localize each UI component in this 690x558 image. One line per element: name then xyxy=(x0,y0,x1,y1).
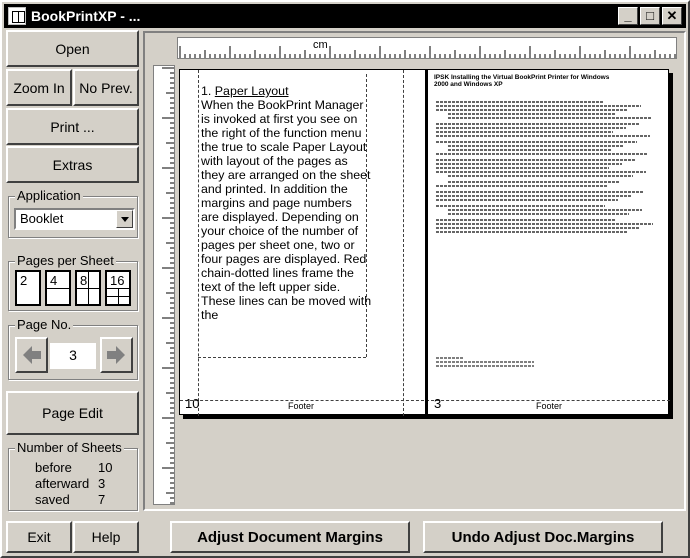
previous-page-button[interactable] xyxy=(15,337,48,373)
open-button[interactable]: Open xyxy=(6,30,139,67)
sheets-before-value: 10 xyxy=(98,460,113,475)
arrow-left-icon xyxy=(17,339,46,371)
exit-button[interactable]: Exit xyxy=(6,521,72,553)
adjust-document-margins-button[interactable]: Adjust Document Margins xyxy=(170,521,410,553)
ruler-unit-label: cm xyxy=(313,39,328,51)
page-no-label: Page No. xyxy=(17,317,72,332)
pages-per-sheet-option: 2 xyxy=(20,273,28,288)
page-number-input[interactable]: 3 xyxy=(50,343,96,369)
pages-per-sheet-option: 4 xyxy=(50,273,58,288)
left-page-footer: Footer xyxy=(288,401,315,411)
print-preview-area[interactable] xyxy=(143,31,686,511)
extras-button[interactable]: Extras xyxy=(6,146,139,183)
right-page-thumbnail xyxy=(434,74,666,374)
app-book-icon xyxy=(8,7,26,25)
minimize-button[interactable]: _ xyxy=(618,7,638,25)
left-page-heading: Paper Layout xyxy=(214,84,289,98)
chevron-down-icon[interactable] xyxy=(116,210,133,228)
left-margin-line[interactable] xyxy=(198,70,199,416)
next-page-button[interactable] xyxy=(100,337,133,373)
sheets-saved-value: 7 xyxy=(98,492,106,507)
vertical-ruler[interactable] xyxy=(153,65,175,505)
left-page-number: 10 xyxy=(185,396,200,411)
sheets-saved-label: saved xyxy=(35,492,70,507)
pages-per-sheet-4-button[interactable] xyxy=(45,270,71,306)
fold-line xyxy=(425,70,428,416)
arrow-right-icon xyxy=(102,339,131,371)
pages-per-sheet-option: 8 xyxy=(80,273,88,288)
zoom-in-button[interactable]: Zoom In xyxy=(6,69,72,106)
pages-per-sheet-option: 16 xyxy=(110,273,125,288)
print-button[interactable]: Print ... xyxy=(6,108,139,145)
right-page-footer: Footer xyxy=(536,401,563,411)
application-label: Application xyxy=(17,188,81,203)
left-page-heading-number: 1. xyxy=(201,84,212,98)
number-of-sheets-label: Number of Sheets xyxy=(17,440,122,455)
left-page-body: When the BookPrint Manager is invoked at first you see on the right of the function menu the true to scale Paper Layout with layout of the pages as they are arranged on the sheet and printed. In addition the margins and page numbers are displayed. Depending on your choice of the number of pages per sheet one, two or four pages are displayed. Red chain-dotted lines frame the text of the left upper side. These lines can be moved with the xyxy=(201,98,372,322)
title-bar[interactable] xyxy=(4,4,686,28)
pages-per-sheet-2-button[interactable] xyxy=(15,270,41,306)
left-page-text xyxy=(201,84,373,354)
text-frame-bottom-line[interactable] xyxy=(198,357,366,358)
window-title: BookPrintXP - ... xyxy=(31,8,141,24)
horizontal-ruler-ticks xyxy=(178,38,677,59)
sheets-afterward-label: afterward xyxy=(35,476,90,491)
application-select[interactable] xyxy=(14,208,135,230)
no-preview-button[interactable]: No Prev. xyxy=(73,69,139,106)
page-edit-button[interactable]: Page Edit xyxy=(6,391,139,435)
right-page-text-lines xyxy=(434,96,666,374)
paper-sheet[interactable] xyxy=(179,69,669,415)
maximize-button[interactable]: □ xyxy=(640,7,660,25)
right-page-title: IPSK Installing the Virtual BookPrint Printer for Windows 2000 and Windows XP xyxy=(434,74,610,88)
horizontal-ruler[interactable] xyxy=(177,37,677,59)
pages-per-sheet-16-button[interactable] xyxy=(105,270,131,306)
vertical-ruler-ticks xyxy=(154,66,175,505)
help-button[interactable]: Help xyxy=(73,521,139,553)
application-value: Booklet xyxy=(20,211,64,226)
right-page-number: 3 xyxy=(434,396,442,411)
right-margin-line[interactable] xyxy=(403,70,404,416)
sheets-afterward-value: 3 xyxy=(98,476,106,491)
sheets-before-label: before xyxy=(35,460,72,475)
pages-per-sheet-label: Pages per Sheet xyxy=(17,253,114,268)
pages-per-sheet-8-button[interactable] xyxy=(75,270,101,306)
close-button[interactable]: ✕ xyxy=(662,7,682,25)
undo-adjust-margins-button[interactable]: Undo Adjust Doc.Margins xyxy=(423,521,663,553)
